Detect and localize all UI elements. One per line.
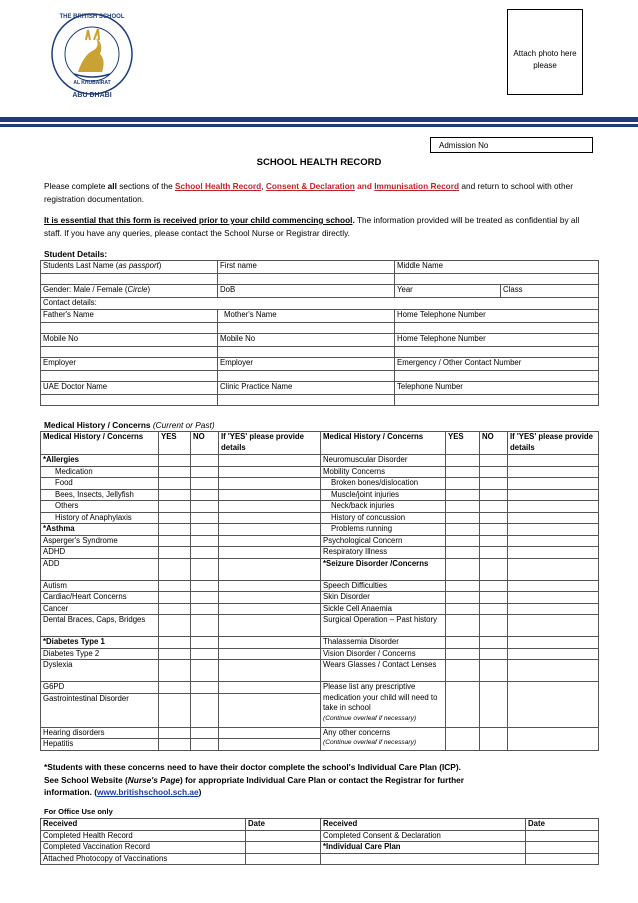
details-cell[interactable]	[219, 592, 321, 604]
details-cell[interactable]	[508, 535, 599, 547]
details-cell[interactable]	[508, 466, 599, 478]
details-cell[interactable]	[219, 603, 321, 615]
no-cell[interactable]	[480, 682, 508, 728]
link-immunisation-record[interactable]: Immunisation Record	[374, 181, 460, 191]
yes-cell[interactable]	[159, 580, 191, 592]
middle-name-field[interactable]: Middle Name	[395, 261, 599, 274]
yes-cell[interactable]	[159, 535, 191, 547]
col-header-details-left: If 'YES' please provide details	[219, 432, 321, 455]
table-row: Hepatitis	[41, 739, 159, 751]
yes-cell[interactable]	[159, 466, 191, 478]
no-cell[interactable]	[191, 501, 219, 513]
yes-cell[interactable]	[446, 558, 480, 580]
col-header-details-right: If 'YES' please provide details	[508, 432, 599, 455]
yes-cell[interactable]	[159, 547, 191, 559]
table-row: Neck/back injuries	[321, 501, 446, 513]
no-cell[interactable]	[480, 580, 508, 592]
col-header-no-left: NO	[191, 432, 219, 455]
details-cell[interactable]	[508, 558, 599, 580]
table-row: Completed Consent & Declaration	[321, 830, 526, 842]
table-row: ADHD	[41, 547, 159, 559]
medical-history-heading: Medical History / Concerns (Current or Past)	[44, 420, 215, 430]
office-header-received-2: Received	[321, 819, 526, 831]
last-name-field[interactable]: Students Last Name (as passport)	[41, 261, 218, 274]
yes-cell[interactable]	[159, 739, 191, 751]
col-header-no-right: NO	[480, 432, 508, 455]
no-cell[interactable]	[191, 547, 219, 559]
dob-field[interactable]: DoB	[218, 285, 395, 298]
table-row: History of concussion	[321, 512, 446, 524]
details-cell[interactable]	[508, 512, 599, 524]
no-cell[interactable]	[480, 512, 508, 524]
details-cell[interactable]	[508, 547, 599, 559]
no-cell[interactable]	[191, 739, 219, 751]
yes-cell[interactable]	[159, 603, 191, 615]
yes-cell[interactable]	[446, 580, 480, 592]
yes-cell[interactable]	[446, 501, 480, 513]
yes-cell[interactable]	[446, 455, 480, 467]
details-cell[interactable]	[219, 682, 321, 694]
col-header-yes-left: YES	[159, 432, 191, 455]
yes-cell[interactable]	[446, 524, 480, 536]
yes-cell[interactable]	[446, 603, 480, 615]
col-header-history-right: Medical History / Concerns	[321, 432, 446, 455]
no-cell[interactable]	[191, 512, 219, 524]
details-cell[interactable]	[508, 637, 599, 649]
yes-cell[interactable]	[446, 535, 480, 547]
details-cell[interactable]	[508, 682, 599, 728]
table-row: Please list any prescriptive medication your child will need to take in school (Continue overleaf if necessary)	[321, 682, 446, 728]
table-row: *Diabetes Type 1	[41, 637, 159, 649]
table-row: Completed Vaccination Record	[41, 842, 246, 854]
yes-cell[interactable]	[159, 512, 191, 524]
no-cell[interactable]	[480, 558, 508, 580]
table-row: Cardiac/Heart Concerns	[41, 592, 159, 604]
table-row: Attached Photocopy of Vaccinations	[41, 853, 246, 865]
table-row: ADD	[41, 558, 159, 580]
table-row: Respiratory Illness	[321, 547, 446, 559]
office-header-date: Date	[246, 819, 321, 831]
no-cell[interactable]	[480, 524, 508, 536]
details-cell[interactable]	[508, 478, 599, 490]
photo-box[interactable]	[507, 9, 583, 95]
yes-cell[interactable]	[159, 648, 191, 660]
office-header-received: Received	[41, 819, 246, 831]
details-cell[interactable]	[219, 693, 321, 727]
table-row: Dyslexia	[41, 660, 159, 682]
father-employer-field[interactable]: Employer	[41, 358, 218, 371]
mother-name-field[interactable]: Mother's Name	[218, 310, 395, 323]
col-header-yes-right: YES	[446, 432, 480, 455]
no-cell[interactable]	[480, 592, 508, 604]
table-row: Muscle/joint injuries	[321, 489, 446, 501]
table-row: History of Anaphylaxis	[41, 512, 159, 524]
details-cell[interactable]	[219, 727, 321, 739]
student-details-heading: Student Details:	[44, 249, 108, 259]
logo-arc-bottom-text: AL KHUBAIRAT	[73, 80, 111, 86]
no-cell[interactable]	[480, 455, 508, 467]
yes-cell[interactable]	[159, 660, 191, 682]
details-cell[interactable]	[219, 637, 321, 649]
office-use-heading: For Office Use only	[44, 807, 113, 816]
table-row: Medication	[41, 466, 159, 478]
admission-no-label: Admission No	[439, 141, 489, 150]
table-row: Any other concerns (Continue overleaf if necessary)	[321, 727, 446, 750]
gender-field[interactable]: Gender: Male / Female (Circle)	[41, 285, 218, 298]
logo-city: ABU DHABI	[72, 92, 112, 99]
table-row: Surgical Operation – Past history	[321, 615, 446, 637]
no-cell[interactable]	[191, 558, 219, 580]
no-cell[interactable]	[191, 455, 219, 467]
empty-cell	[526, 853, 599, 865]
no-cell[interactable]	[480, 660, 508, 682]
table-row: Vision Disorder / Concerns	[321, 648, 446, 660]
yes-cell[interactable]	[159, 489, 191, 501]
no-cell[interactable]	[480, 478, 508, 490]
date-cell[interactable]	[526, 842, 599, 854]
date-cell[interactable]	[246, 842, 321, 854]
table-row: Broken bones/dislocation	[321, 478, 446, 490]
no-cell[interactable]	[480, 535, 508, 547]
link-consent-declaration[interactable]: Consent & Declaration	[265, 181, 355, 191]
details-cell[interactable]	[219, 524, 321, 536]
details-cell[interactable]	[219, 739, 321, 751]
empty-cell	[321, 853, 526, 865]
col-header-history-left: Medical History / Concerns	[41, 432, 159, 455]
doctor-tel-field[interactable]: Telephone Number	[395, 382, 599, 395]
details-cell[interactable]	[219, 558, 321, 580]
logo-arc-top-text: THE BRITISH SCHOOL	[59, 14, 125, 20]
details-cell[interactable]	[219, 466, 321, 478]
table-row: *Asthma	[41, 524, 159, 536]
details-cell[interactable]	[219, 615, 321, 637]
details-cell[interactable]	[508, 501, 599, 513]
yes-cell[interactable]	[446, 648, 480, 660]
table-row: *Seizure Disorder /Concerns	[321, 558, 446, 580]
medical-history-table	[40, 431, 599, 751]
details-cell[interactable]	[508, 727, 599, 750]
no-cell[interactable]	[480, 727, 508, 750]
father-mobile-field[interactable]: Mobile No	[41, 334, 218, 347]
table-row: Neuromuscular Disorder	[321, 455, 446, 467]
details-cell[interactable]	[219, 547, 321, 559]
yes-cell[interactable]	[446, 478, 480, 490]
no-cell[interactable]	[480, 547, 508, 559]
student-details-table	[40, 260, 599, 406]
details-cell[interactable]	[219, 648, 321, 660]
no-cell[interactable]	[191, 615, 219, 637]
emergency-contact-field[interactable]: Emergency / Other Contact Number	[395, 358, 599, 371]
details-cell[interactable]	[508, 580, 599, 592]
details-cell[interactable]	[508, 660, 599, 682]
table-row: Asperger's Syndrome	[41, 535, 159, 547]
no-cell[interactable]	[191, 693, 219, 727]
photo-box-label: Attach photo here please	[513, 49, 577, 70]
yes-cell[interactable]	[446, 466, 480, 478]
no-cell[interactable]	[191, 648, 219, 660]
table-row: Others	[41, 501, 159, 513]
yes-cell[interactable]	[446, 512, 480, 524]
table-row: *Individual Care Plan	[321, 842, 526, 854]
father-name-field[interactable]: Father's Name	[41, 310, 218, 323]
no-cell[interactable]	[191, 535, 219, 547]
clinic-name-field[interactable]: Clinic Practice Name	[218, 382, 395, 395]
no-cell[interactable]	[191, 466, 219, 478]
table-row: Sickle Cell Anaemia	[321, 603, 446, 615]
yes-cell[interactable]	[159, 478, 191, 490]
details-cell[interactable]	[508, 455, 599, 467]
header-stripe-thin	[0, 124, 638, 127]
details-cell[interactable]	[219, 512, 321, 524]
yes-cell[interactable]	[159, 501, 191, 513]
yes-cell[interactable]	[159, 682, 191, 694]
admission-no-field[interactable]	[430, 137, 593, 153]
link-school-health-record[interactable]: School Health Record	[175, 181, 262, 191]
year-field[interactable]: Year	[395, 285, 501, 298]
yes-cell[interactable]	[446, 547, 480, 559]
class-field[interactable]: Class	[501, 285, 599, 298]
table-row: Completed Health Record	[41, 830, 246, 842]
no-cell[interactable]	[480, 615, 508, 637]
details-cell[interactable]	[508, 648, 599, 660]
home-tel-field-2[interactable]: Home Telephone Number	[395, 334, 599, 347]
table-row: Speech Difficulties	[321, 580, 446, 592]
header-stripe	[0, 117, 638, 122]
details-cell[interactable]	[508, 592, 599, 604]
no-cell[interactable]	[480, 603, 508, 615]
yes-cell[interactable]	[159, 693, 191, 727]
yes-cell[interactable]	[159, 592, 191, 604]
no-cell[interactable]	[191, 489, 219, 501]
school-website-link[interactable]: www.britishschool.sch.ae	[97, 787, 199, 797]
no-cell[interactable]	[480, 637, 508, 649]
no-cell[interactable]	[191, 592, 219, 604]
table-row: Gastrointestinal Disorder	[41, 693, 159, 727]
details-cell[interactable]	[219, 478, 321, 490]
no-cell[interactable]	[191, 682, 219, 694]
no-cell[interactable]	[191, 727, 219, 739]
contact-details-label: Contact details:	[41, 298, 599, 310]
no-cell[interactable]	[191, 660, 219, 682]
yes-cell[interactable]	[159, 524, 191, 536]
table-row: Mobility Concerns	[321, 466, 446, 478]
no-cell[interactable]	[191, 637, 219, 649]
yes-cell[interactable]	[446, 489, 480, 501]
no-cell[interactable]	[191, 478, 219, 490]
no-cell[interactable]	[480, 489, 508, 501]
details-cell[interactable]	[219, 660, 321, 682]
details-cell[interactable]	[219, 489, 321, 501]
yes-cell[interactable]	[446, 615, 480, 637]
details-cell[interactable]	[219, 580, 321, 592]
no-cell[interactable]	[191, 580, 219, 592]
details-cell[interactable]	[508, 615, 599, 637]
details-cell[interactable]	[508, 524, 599, 536]
table-row: Autism	[41, 580, 159, 592]
intro-paragraph-2: It is essential that this form is received prior to your child commencing school. The information provided will be treated as confidential by all staff. If you have any queries, please contact the School Nurse or Registrar directly.	[44, 215, 580, 238]
mother-mobile-field[interactable]: Mobile No	[218, 334, 395, 347]
yes-cell[interactable]	[159, 455, 191, 467]
home-tel-field-1[interactable]: Home Telephone Number	[395, 310, 599, 323]
yes-cell[interactable]	[446, 660, 480, 682]
no-cell[interactable]	[480, 648, 508, 660]
date-cell[interactable]	[246, 830, 321, 842]
date-cell[interactable]	[246, 853, 321, 865]
table-row: Problems running	[321, 524, 446, 536]
yes-cell[interactable]	[159, 637, 191, 649]
details-cell[interactable]	[219, 501, 321, 513]
table-row: *Allergies	[41, 455, 159, 467]
yes-cell[interactable]	[446, 682, 480, 728]
details-cell[interactable]	[508, 489, 599, 501]
details-cell[interactable]	[219, 455, 321, 467]
yes-cell[interactable]	[159, 727, 191, 739]
table-row: Skin Disorder	[321, 592, 446, 604]
office-header-date-2: Date	[526, 819, 599, 831]
table-row: Thalassemia Disorder	[321, 637, 446, 649]
no-cell[interactable]	[191, 524, 219, 536]
page-title: SCHOOL HEALTH RECORD	[256, 157, 382, 168]
office-use-table	[40, 818, 599, 865]
details-cell[interactable]	[508, 603, 599, 615]
first-name-field[interactable]: First name	[218, 261, 395, 274]
date-cell[interactable]	[526, 830, 599, 842]
table-row: Dental Braces, Caps, Bridges	[41, 615, 159, 637]
yes-cell[interactable]	[446, 592, 480, 604]
no-cell[interactable]	[480, 501, 508, 513]
intro-paragraph-1: Please complete all sections of the School Health Record, Consent & Declaration and Immunisation Record and return to school with other registration documentation.	[44, 181, 573, 204]
table-row: G6PD	[41, 682, 159, 694]
yes-cell[interactable]	[159, 558, 191, 580]
icp-note: *Students with these concerns need to have their doctor complete the school's Individual Care Plan (ICP). See School Website (Nurse's Page) for appropriate Individual Care Plan or contact the Registrar for further information. (www.britishschool.sch.ae)	[44, 762, 464, 797]
yes-cell[interactable]	[159, 615, 191, 637]
details-cell[interactable]	[219, 535, 321, 547]
no-cell[interactable]	[480, 466, 508, 478]
mother-employer-field[interactable]: Employer	[218, 358, 395, 371]
table-row: Psychological Concern	[321, 535, 446, 547]
table-row: Wears Glasses / Contact Lenses	[321, 660, 446, 682]
yes-cell[interactable]	[446, 637, 480, 649]
table-row: Food	[41, 478, 159, 490]
table-row: Diabetes Type 2	[41, 648, 159, 660]
table-row: Bees, Insects, Jellyfish	[41, 489, 159, 501]
no-cell[interactable]	[191, 603, 219, 615]
doctor-name-field[interactable]: UAE Doctor Name	[41, 382, 218, 395]
yes-cell[interactable]	[446, 727, 480, 750]
table-row: Hearing disorders	[41, 727, 159, 739]
table-row: Cancer	[41, 603, 159, 615]
